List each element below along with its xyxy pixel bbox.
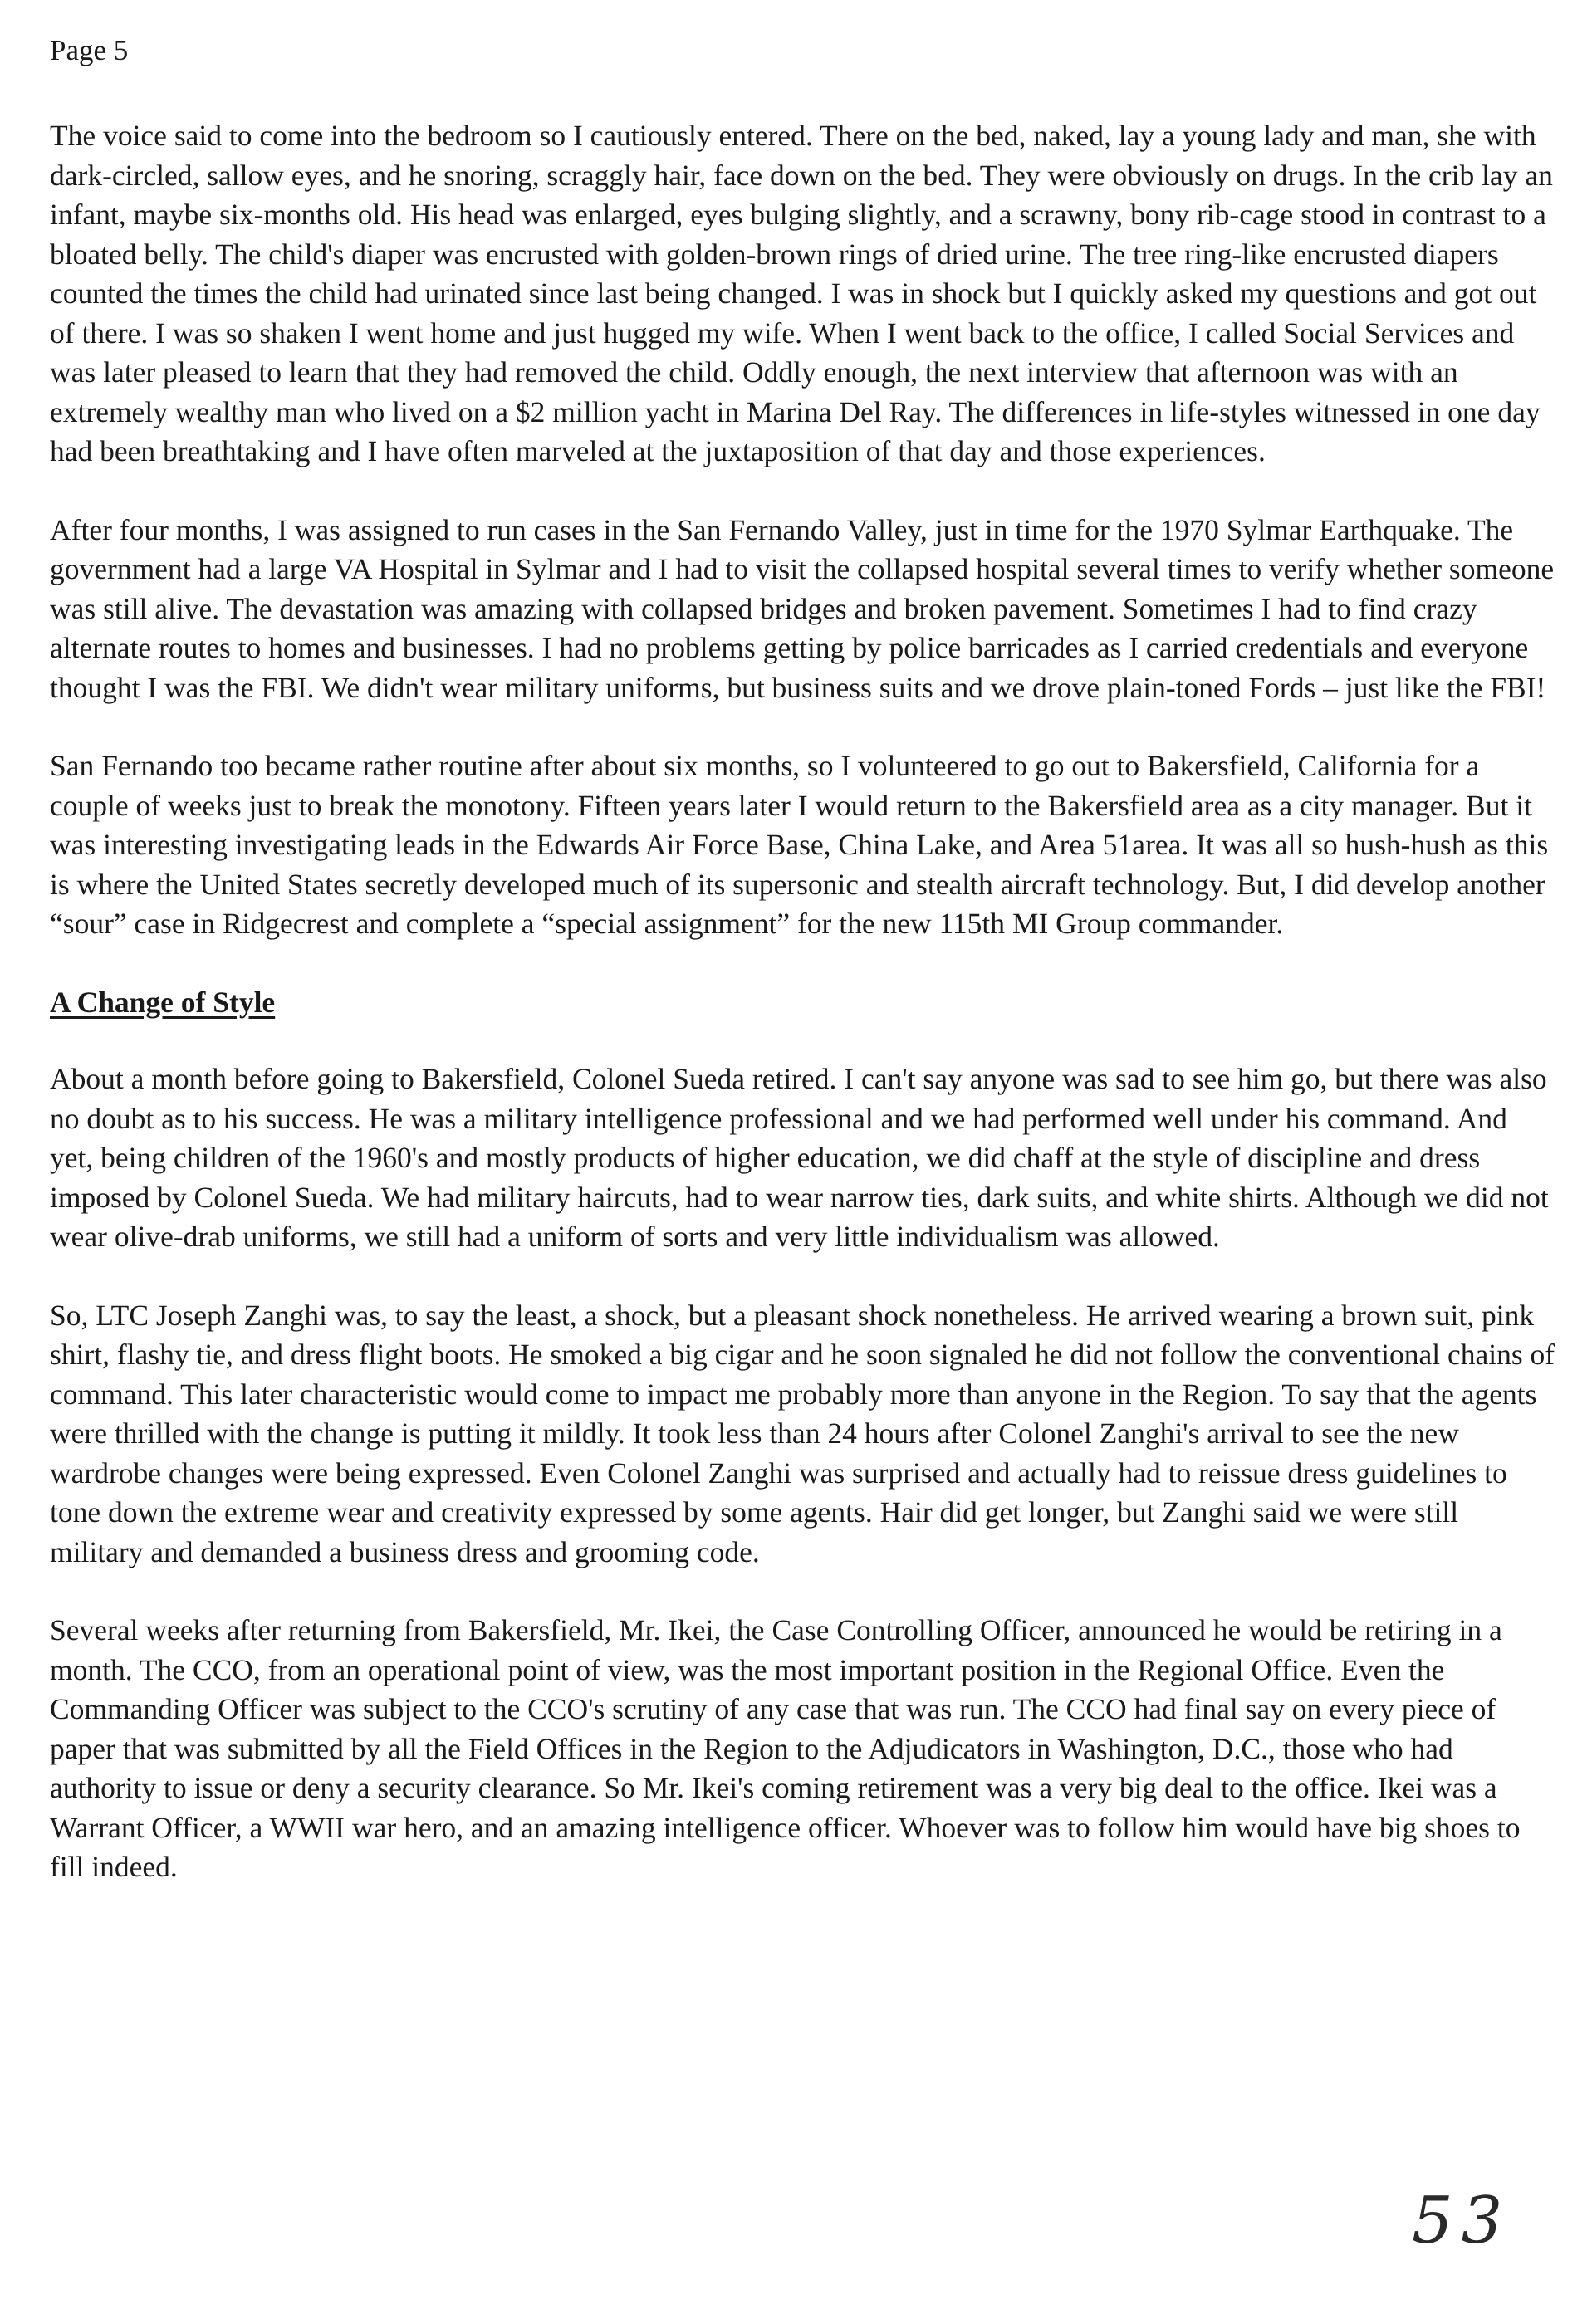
paragraph: So, LTC Joseph Zanghi was, to say the least, a shock, but a pleasant shock nonetheless. He arrived wearing a brown suit, pink shirt, flashy tie, and dress flight boots. He smoked a big cigar and he soon signaled he did not follow the conventional chains of command. This later characteristic would come to impact me probably more than anyone in the Region. To say that the agents were thrilled with the change is putting it mildly. It took less than 24 hours after Colonel Zanghi's arrival to see the new wardrobe changes were being expressed. Even Colonel Zanghi was surprised and actually had to reissue dress guidelines to tone down the extreme wear and creativity expressed by some agents. Hair did get longer, but Zanghi said we were still military and demanded a business dress and grooming code. xyxy=(50,1298,1555,1568)
paragraph: San Fernando too became rather routine after about six months, so I volunteered to go out to Bakersfield, California for a couple of weeks just to break the monotony. Fifteen years later I would return to the Bakersfield area as a city manager. But it was interesting investigating leads in the Edwards Air Force Base, China Lake, and Area 51area. It was all so hush-hush as this is where the United States secretly developed much of its supersonic and stealth aircraft technology. But, I did develop another “sour” case in Ridgecrest and complete a “special assignment” for the new 115th MI Group commander. xyxy=(50,749,1549,940)
section-heading: A Change of Style xyxy=(50,985,276,1019)
paragraph: After four months, I was assigned to run cases in the San Fernando Valley, just in time for the 1970 Sylmar Earthquake. The government had a large VA Hospital in Sylmar and I had to visit the collapsed hospital several times to verify whether someone was still alive. The devastation was amazing with collapsed bridges and broken pavement. Sometimes I had to find crazy alternate routes to homes and businesses. I had no problems getting by police barricades as I carried credentials and everyone thought I was the FBI. We didn't wear military uniforms, but business suits and we drove plain-toned Fords – just like the FBI! xyxy=(50,512,1555,704)
paragraph: The voice said to come into the bedroom so I cautiously entered. There on the bed, naked, lay a young lady and man, she with dark-circled, sallow eyes, and he snoring, scraggly hair, face down on the bed. They were obviously on drugs. In the crib lay an infant, maybe six-months old. His head was enlarged, eyes bulging slightly, and a scrawny, bony rib-cage stood in contrast to a bloated belly. The child's diaper was encrusted with golden-brown rings of dried urine. The tree ring-like encrusted diapers counted the times the child had urinated since last being changed. I was in shock but I quickly asked my questions and got out of there. I was so shaken I went home and just hugged my wife. When I went back to the office, I called Social Services and was later pleased to learn that they had removed the child. Oddly enough, the next interview that afternoon was with an extremely wealthy man who lived on a $2 million yacht in Marina Del Ray. The differences in life-styles witnessed in one day had been breathtaking and I have often marveled at the juxtaposition of that day and those experiences. xyxy=(50,119,1553,467)
paragraph: About a month before going to Bakersfield, Colonel Sueda retired. I can't say anyone was sad to see him go, but there was also no doubt as to his success. He was a military intelligence professional and we had performed well under his command. And yet, being children of the 1960's and mostly products of higher education, we did chaff at the style of discipline and dress imposed by Colonel Sueda. We had military haircuts, had to wear narrow ties, dark suits, and white shirts. Although we did not wear olive-drab uniforms, we still had a uniform of sorts and very little individualism was allowed. xyxy=(50,1062,1549,1253)
paragraph: Several weeks after returning from Bakersfield, Mr. Ikei, the Case Controlling Officer, announced he would be retiring in a month. The CCO, from an operational point of view, was the most important position in the Regional Office. Even the Commanding Officer was subject to the CCO's scrutiny of any case that was run. The CCO had final say on every piece of paper that was submitted by all the Field Offices in the Region to the Adjudicators in Washington, D.C., those who had authority to issue or deny a security clearance. So Mr. Ikei's coming retirement was a very big deal to the office. Ikei was a Warrant Officer, a WWII war hero, and an amazing intelligence officer. Whoever was to follow him would have big shoes to fill indeed. xyxy=(50,1613,1521,1883)
page-body xyxy=(50,116,1557,1926)
page-number-label: Page 5 xyxy=(50,34,129,66)
handwritten-page-number: 53 xyxy=(1412,2184,1511,2258)
